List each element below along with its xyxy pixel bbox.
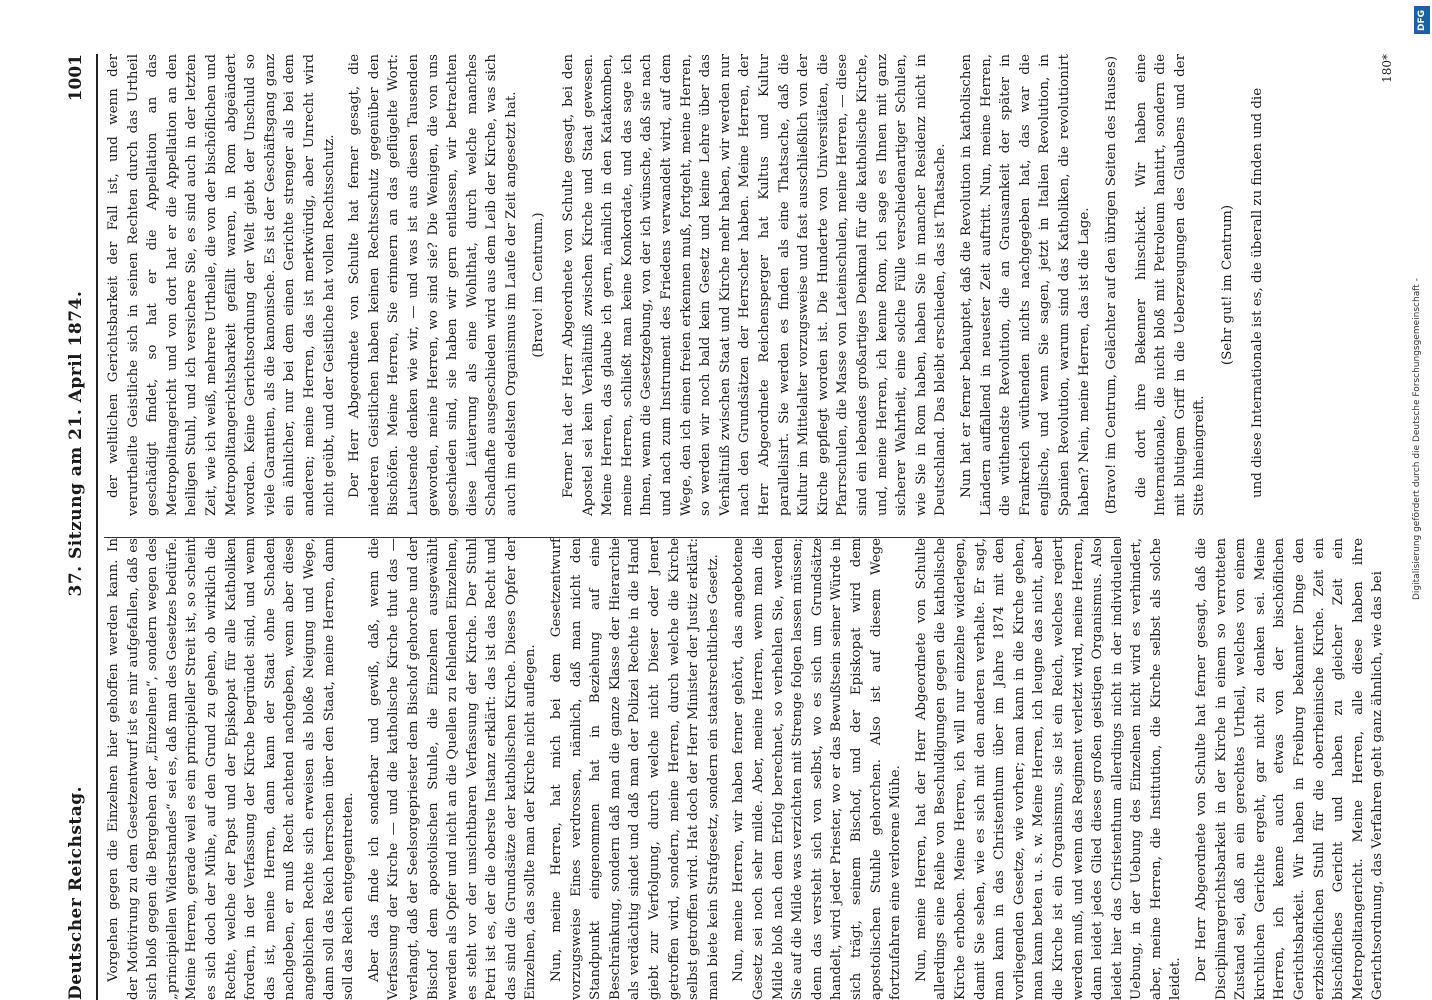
left-column: [104, 538, 1394, 1000]
paragraph: und diese Internationale ist es, die überall zu finden und die: [1249, 87, 1265, 498]
text-columns: [104, 54, 1394, 1000]
paragraph: Nun, meine Herren, wir haben ferner gehört, das angebotene Gesetz sei noch sehr milde. Aber, meine Herren, wenn man die Milde bloß nach dem Erfolg berechnet, so verhehlen Sie, werden Sie auf die Milde was verzichten mit Strenge folgen lassen müssen; denn das versteht sich von selbst, wo es sich um Grundsätze handelt, wird jeder Priester, wo er das Bewußtsein seiner Würde in sich trägt, seinem Bischof, und der Episkopat wird dem apostolischen Stuhle gehorchen. Also ist auf diesem Wege fortzufahren eine verlorene Mühe.: [731, 538, 904, 1000]
paragraph: Vorgehen gegen die Einzelnen hier gehoffen werden kann. In der Motivirung zu dem Gesetzentwurf ist es mir aufgefallen, daß es sich bloß gegen die Bergehen der „Einzelnen“, sondern wegen des „principiellen Widerstandes“ sei es, daß man des Gesetzes bedürfe. Meine Herren, gerade weil es ein principieller Streit ist, so scheint es sich doch der Mühe, auf den Grund zu gehen, ob wirklich die Rechte, welche der Papst und der Episkopat für alle Katholiken fordern, in der Verfassung der Kirche begründet sind, und wenn das ist, meine Herren, dann kann der Staat ohne Schaden nachgeben, er muß Recht achtend nachgeben, wenn aber diese angeblichen Rechte sich erweisen als bloße Neigung und Wege, dann soll das Reich herrschen über den Staat, meine Herren, dann soll das Reich entgegentreten.: [106, 538, 357, 1000]
paragraph: Nun, meine Herren, hat mich bei dem Gesetzentwurf vorzugsweise Eines verdrossen, nämlich, daß man nicht den Standpunkt eingenommen hat in Beziehung auf eine Beschränkung, sondern daß man die ganze Klasse der Hierarchie als verdächtig sindet und daß man der Polizei Rechte in die Hand giebt zur Verfolgung, durch welche nicht Dieser oder Jener getroffen wird, sondern, meine Herren, durch welche die Kirche selbst getroffen wird. Hat doch der Herr Minister der Justiz erklärt: man biete kein Strafgesetz, sondern ein staatsrechtliches Gesetz.: [549, 538, 721, 1000]
right-column: [104, 54, 1394, 516]
interjection: (Bravo! im Centrum.): [531, 212, 547, 358]
paragraph: der weltlichen Gerichtsbarkeit der Fall ist, und wenn der verurtheilte Geistliche sich in seinen Rechten durch das Urtheil geschädigt findet, so hat er die Appellation an das Metropolitangericht und von dort hat er die Appellation an den heiligen Stuhl, und ich versichere Sie, es sind auch in der letzten Zeit, wie ich weiß, mehrere Urtheile, die von der bischöflichen und Metropolitangerichtsbarkeit gefällt waren, in Rom abgeändert worden. Keine Gerichtsordnung der Welt giebt der Unschuld so viele Garantien, als die kanonische. Es ist der Geschäftsgang ganz ein ähnlicher, nur bei dem einen Gerichte strenger als bei dem anderen; meine Herren, das ist merkwürdig, aber Unrecht wird nicht geübt, und der Geistliche hat vollen Rechtsschutz.: [106, 54, 337, 516]
interjection: (Bravo! im Centrum, Gelächter auf den übrigen Seiten des Hauses): [1104, 55, 1120, 515]
dfg-logo: DFG: [1414, 6, 1430, 34]
paragraph: Der Herr Abgeordnete von Schulte hat ferner gesagt, daß die Disciplinargerichtsbarkeit in der Kirche in einem so verrotteten Zustand sei, daß an ein gerechtes Urtheil, welches von einem kirchlichen Gerichte ergeht, gar nicht zu denken sei. Meine Herren, ich kenne auch etwas von der bischöflichen Gerichtsbarkeit. Wir haben in Freiburg bekannter Dinge den erzbischöflichen Stuhl für die oberrheinische Kirche. Zeit ein bischöfliches Gericht und haben zu gleicher Zeit ein Metropolitangericht. Meine Herren, alle diese haben ihre Gerichtsordnung, das Verfahren geht ganz ähnlich, wie das bei: [1194, 538, 1386, 1000]
digitization-watermark: Digitalisierung gefördert durch die Deutsche Forschungsgemeinschaft -: [1412, 278, 1422, 600]
page-number: 1001: [66, 54, 86, 102]
rotated-page: [56, 54, 1394, 1000]
interjection: (Sehr gut! im Centrum): [1220, 204, 1236, 366]
publication-title: Deutscher Reichstag.: [66, 785, 86, 1000]
paragraph: Ferner hat der Herr Abgeordnete von Schulte gesagt, bei den Apostel sei kein Verhältniß zwischen Kirche und Staat gewesen. Meine Herren, das glaube ich gern, nämlich in den Katakomben, meine Herren, schließt man keine Konkordate, und das sage ich Ihnen, wenn die Gesetzgebung, von der ich wünsche, daß sie nach und nach zum Instrument des Friedens verwandelt wird, auf dem Wege, den ich einen freien erkennen muß, fortgeht, meine Herren, so werden wir noch bald kein Gesetz und keine Lehre über das Verhältniß zwischen Staat und Kirche mehr haben, wir werden nur nach den Grundsätzen der Herrscher haben. Meine Herren, der Herr Abgeordnete Reichensperger hat Kultus und Kultur parallelisirt. Sie werden es finden als eine Thatsache, daß die Kultur im Mittelalter vorzugsweise und fast ausschließlich von der Kirche gepflegt worden ist. Die Hunderte von Universitäten, die Pfarrschulen, die Masse von Lateinschulen, meine Herren, — diese sind ein lebendes großartiges Denkmal für die katholische Kirche, und, meine Herren, ich kenne Rom, ich sage es Ihnen mit ganz sicherer Wahrheit, eine solche Fülle verschiedenartiger Schulen, wie Sie in Rom haben, haben Sie in mancher Residenz nicht in Deutschland. Das bleibt erschieden, das ist Thatsache.: [561, 54, 949, 516]
signature-mark: 180*: [1380, 54, 1394, 83]
paragraph: Aber das finde ich sonderbar und gewiß, daß, wenn die Verfassung der Kirche — und die katholische Kirche thut das — verlangt, daß der Seelsorgepriester dem Bischof gehorche und der Bischof dem apostolischen Stuhle, die Einzelnen ausgewählt werden als Opfer und nicht an die Quellen zu fehlenden Einzelnen, es steht vor der unsichtbaren Verfassung der Kirche. Der Stuhl Petri ist es, der die oberste Instanz erklärt: das ist das Recht und das sind die Grundsätze der katholischen Kirche. Dieses Opfer der Einzelnen, das sollte man der Kirche nicht auflegen.: [366, 538, 539, 1000]
page-header: [56, 54, 98, 1000]
paragraph: die dort ihre Bekenner hinschickt. Wir haben eine Internationale, die nicht bloß mit Petroleum hantirt, sondern die mit blutigem Griff in die Ueberzeugungen des Glaubens und der Sitte hineingreift.: [1133, 54, 1208, 516]
paragraph: Nun hat er ferner behauptet, daß die Revolution in katholischen Ländern auffallend in neuester Zeit auftritt. Nun, meine Herren, die wüthendste Revolution, die an Grausamkeit der später in Frankreich wüthenden nichts nachgegeben hat, das war die englische, und wenn Sie sagen, jetzt in Italien Revolution, in Spanien Revolution, warum sind das Katholiken, die revolutionirt haben? Nein, meine Herren, das ist die Lage.: [958, 54, 1092, 516]
paragraph: Der Herr Abgeordnete von Schulte hat ferner gesagt, die niederen Geistlichen haben keinen Rechtsschutz gegenüber den Bischöfen. Meine Herren, Sie erinnern an das geflügelte Wort: Lautsende denken wie wir, — und was ist aus diesen Tausenden geworden, meine Herren, wo sind sie? Die Wenigen, die von uns geschieden sind, sie haben wir gern entlassen, wir betrachten diese Läuterung als eine Wohlthat, durch welche manches Schadhafte ausgeschieden wird aus dem Leib der Kirche, was sich auch im edelsten Organismus im Laufe der Zeit angesetzt hat.: [347, 54, 519, 516]
paragraph: Nun, meine Herren, hat der Herr Abgeordnete von Schulte allerdings eine Reihe von Beschuldigungen gegen die katholische Kirche erhoben. Meine Herren, ich will nur einzelne widerlegen, damit Sie sehen, wie es sich mit den anderen verhalte. Er sagt, man kann in das Christenthum über im Jahre 1874 mit den vorliegenden Gesetze, wie vorher; man kann in die Kirche gehen, man kann beten u. s. w. Meine Herren, ich leugne das nicht, aber die Kirche ist ein Organismus, sie ist ein Reich, welches regiert werden muß, und wenn das Regiment verletzt wird, meine Herren, dann leidet jedes Glied dieses großen geistigen Organismus. Also leidet hier das Christenthum allerdings nicht in der individuellen Uebung, in der Uebung des Einzelnen nicht wird es verhindert, aber, meine Herren, die Institution, die Kirche selbst als solche leidet.: [913, 538, 1184, 1000]
session-date: 37. Sitzung am 21. April 1874.: [66, 290, 86, 597]
